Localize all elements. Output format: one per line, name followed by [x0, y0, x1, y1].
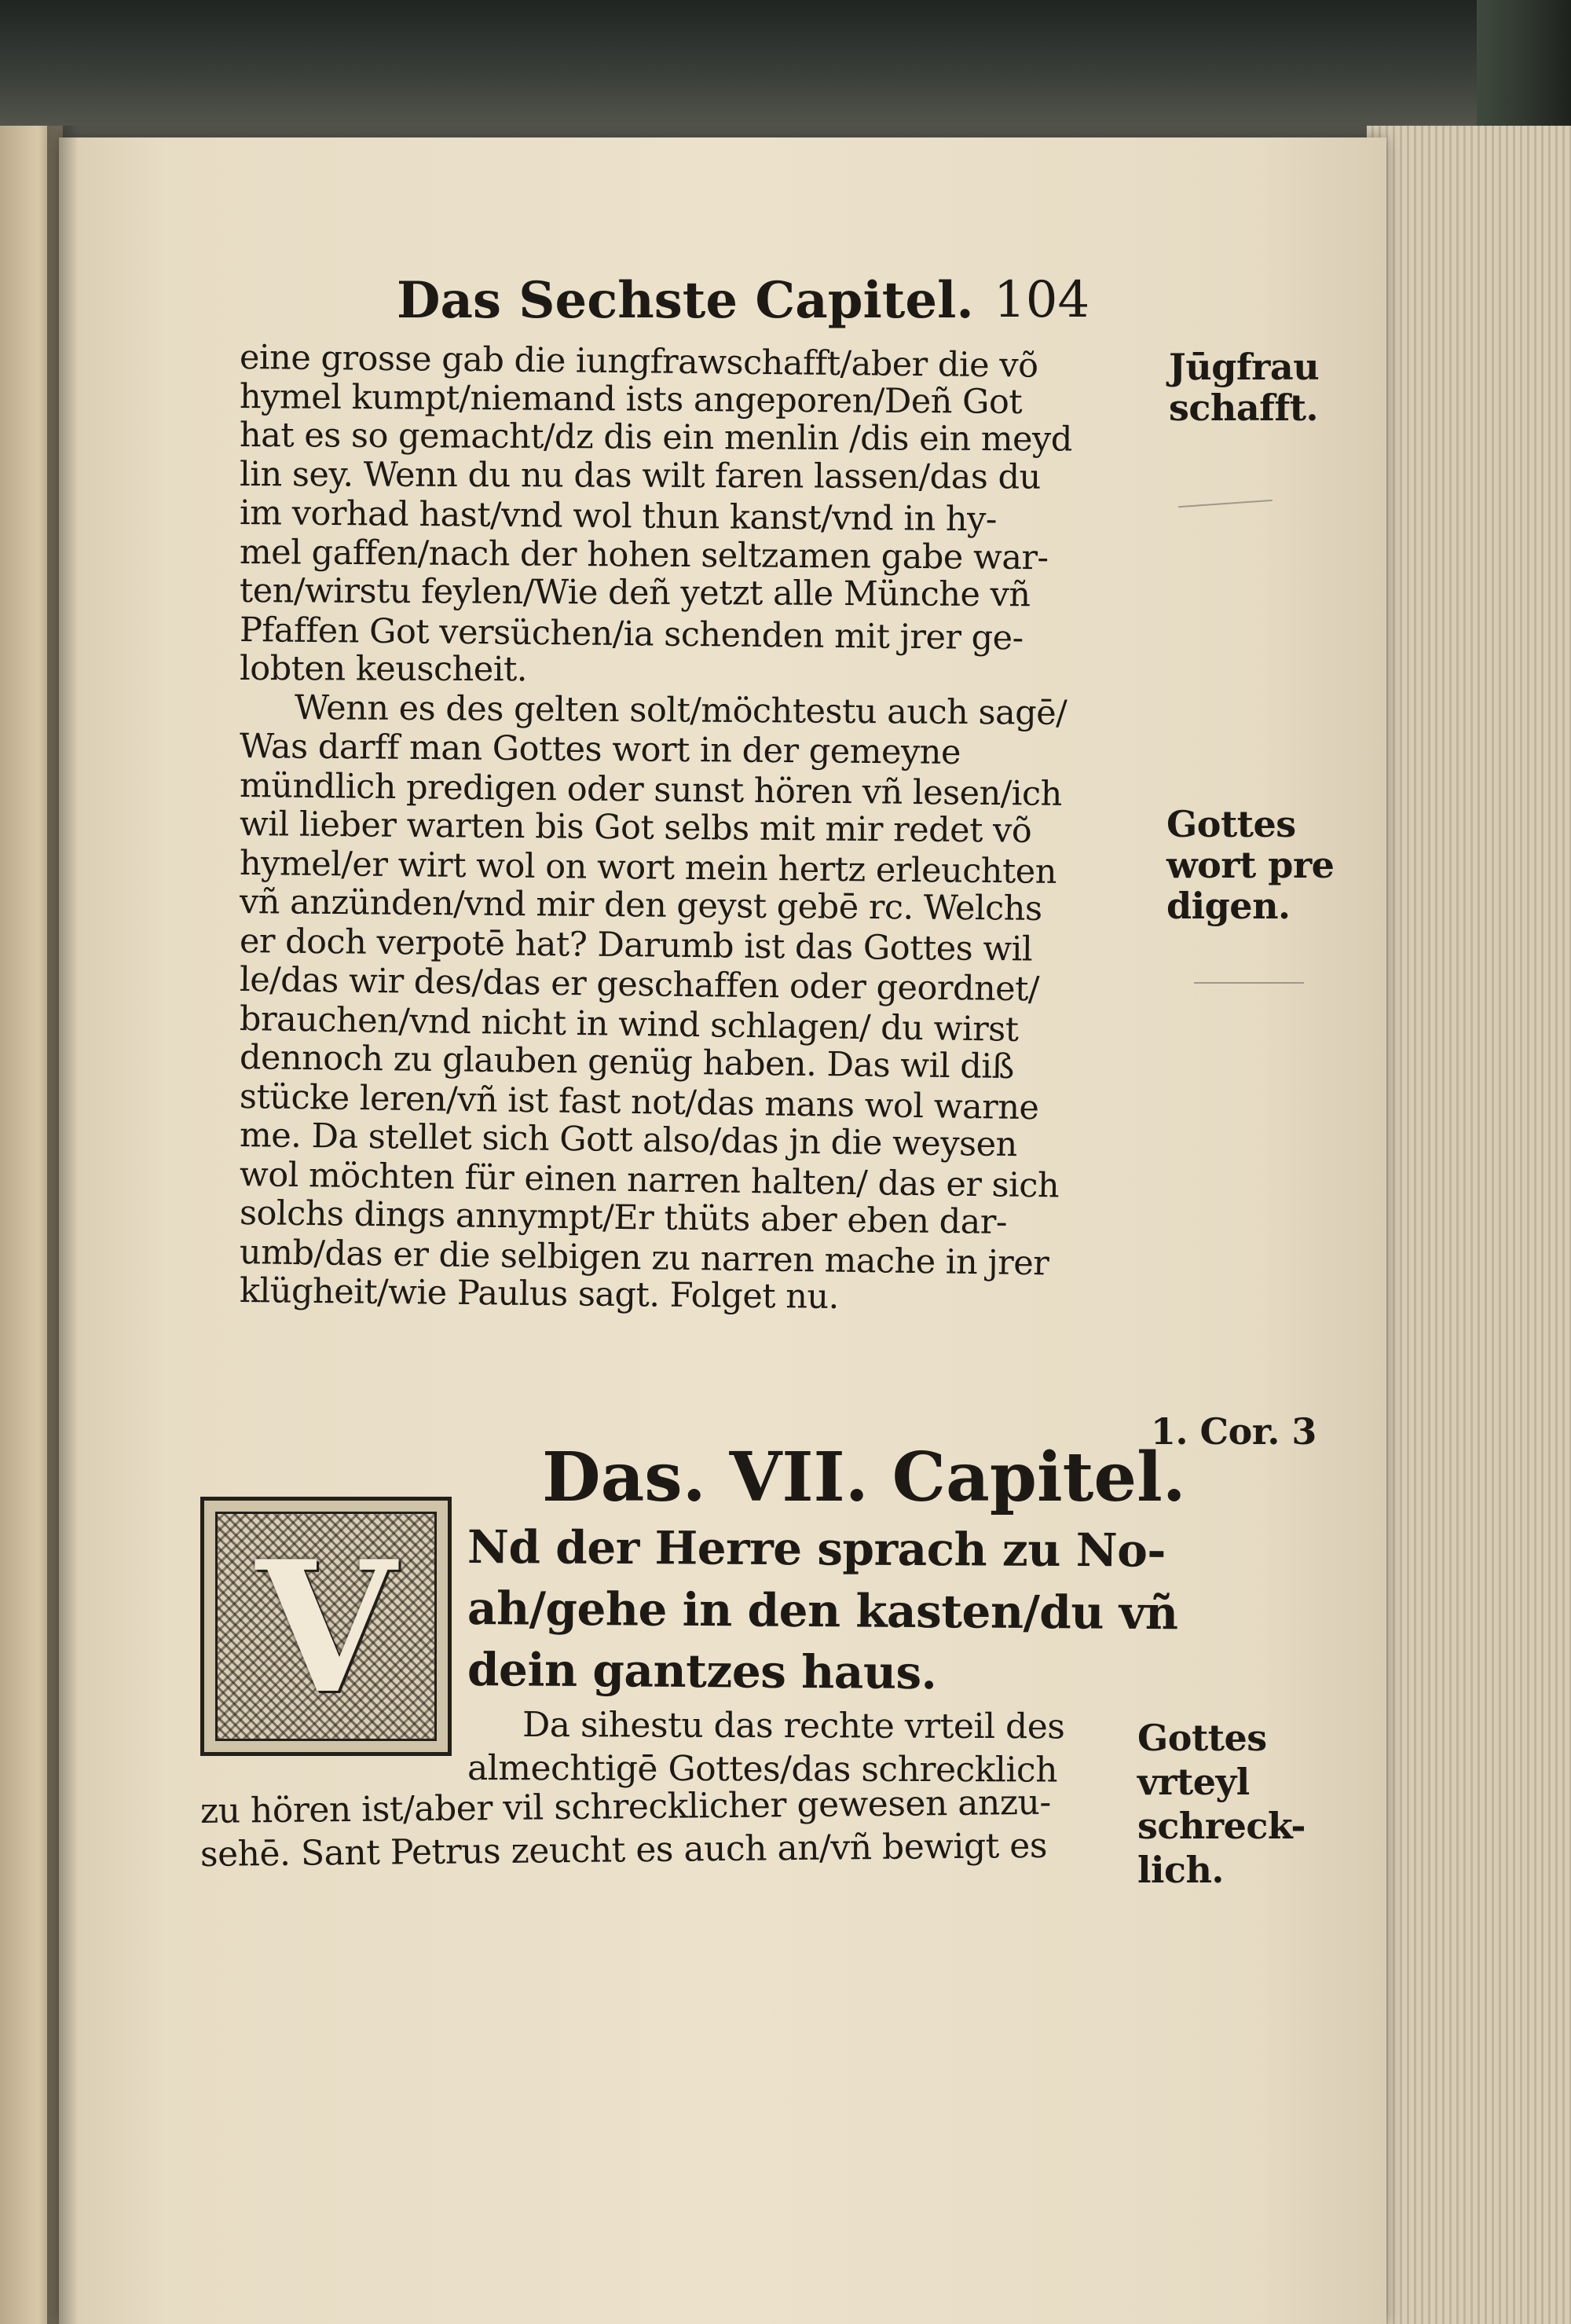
margin-note-line: 1. Cor. 3 [1151, 1410, 1316, 1453]
body-line: er doch verpotē hat? Darumb ist das Gottes wil [239, 921, 1033, 970]
running-head-title: Das Sechste Capitel. [397, 271, 974, 330]
body-line: klügheit/wie Paulus sagt. Folget nu. [239, 1271, 840, 1317]
body-line: Pfaffen Got versüchen/ia schenden mit jrer ge- [239, 610, 1024, 658]
body-line: im vorhad hast/vnd wol thun kanst/vnd in hy- [239, 493, 998, 540]
book-top-edge [0, 0, 1492, 141]
body-line: dennoch zu glauben genüg haben. Das wil diß [239, 1038, 1015, 1087]
body-line: solchs dings annympt/Er thüts aber eben dar- [239, 1193, 1008, 1242]
commentary-line: almechtigē Gottes/das schrecklich [467, 1748, 1058, 1791]
verse-line: Nd der Herre sprach zu No- [467, 1520, 1166, 1578]
body-line: me. Da stellet sich Gott also/das jn die weysen [239, 1116, 1018, 1165]
body-line: mel gaffen/nach der hohen seltzamen gabe war- [239, 532, 1049, 577]
body-line: hymel/er wirt wol on wort mein hertz erleuchten [239, 843, 1057, 892]
margin-note-line: schreck- [1137, 1805, 1306, 1847]
margin-note-line: wort pre [1166, 844, 1335, 886]
margin-note-line: digen. [1166, 885, 1291, 927]
verse-line: ah/gehe in den kasten/du vñ [467, 1582, 1178, 1640]
margin-note-line: vrteyl [1137, 1761, 1250, 1803]
body-line: mündlich predigen oder sunst hören vñ lesen/ich [239, 765, 1063, 814]
body-line: eine grosse gab die iungfrawschafft/aber die võ [239, 338, 1038, 386]
body-line: stücke leren/vñ ist fast not/das mans wol warne [239, 1076, 1039, 1127]
body-line: wil lieber warten bis Got selbs mit mir redet võ [239, 805, 1032, 851]
pencil-mark [1194, 982, 1304, 984]
body-line: Was darff man Gottes wort in der gemeyne [239, 727, 961, 773]
body-line: Wenn es des gelten solt/möchtestu auch sagē/ [294, 687, 1067, 733]
body-line: hat es so gemacht/dz dis ein menlin /dis ein meyd [239, 416, 1072, 460]
commentary-line: sehē. Sant Petrus zeucht es auch an/vñ bewigt es [200, 1825, 1048, 1875]
initial-ornament [215, 1512, 437, 1741]
body-line: umb/das er die selbigen zu narren mache in jrer [239, 1232, 1049, 1283]
margin-note-line: lich. [1137, 1849, 1224, 1891]
page-stack-edges [1367, 126, 1571, 2324]
body-line: hymel kumpt/niemand ists angeporen/Deñ Got [239, 376, 1023, 422]
body-line: lin sey. Wenn du nu das wilt faren lassen/das du [239, 454, 1041, 497]
margin-note-line: Jūgfrau [1169, 346, 1320, 388]
body-line: brauchen/vnd nicht in wind schlagen/ du wirst [239, 999, 1019, 1050]
body-line: vñ anzünden/vnd mir den geyst gebē rc. Welchs [239, 882, 1042, 929]
margin-note-line: Gottes [1166, 803, 1296, 845]
running-head [397, 271, 1104, 330]
margin-note-line: schafft. [1169, 387, 1318, 429]
commentary-line: zu hören ist/aber vil schrecklicher gewesen anzu- [200, 1782, 1051, 1831]
body-line: wol möchten für einen narren halten/ das er sich [239, 1154, 1060, 1206]
verse-line: dein gantzes haus. [467, 1643, 937, 1700]
spine-shadow [47, 126, 79, 2324]
body-line: lobten keuscheit. [239, 649, 528, 690]
chapter-heading: Das. VII. Capitel. [542, 1438, 1186, 1517]
margin-note-line: Gottes [1137, 1717, 1267, 1759]
body-line: le/das wir des/das er geschaffen oder geordnet/ [239, 960, 1040, 1010]
commentary-line: Da sihestu das rechte vrteil des [522, 1705, 1065, 1747]
initial-letter: V [255, 1522, 397, 1734]
decorated-initial [200, 1497, 452, 1756]
body-line: ten/wirstu feylen/Wie deñ yetzt alle Münche vñ [239, 571, 1031, 615]
page-number: 104 [994, 271, 1090, 329]
